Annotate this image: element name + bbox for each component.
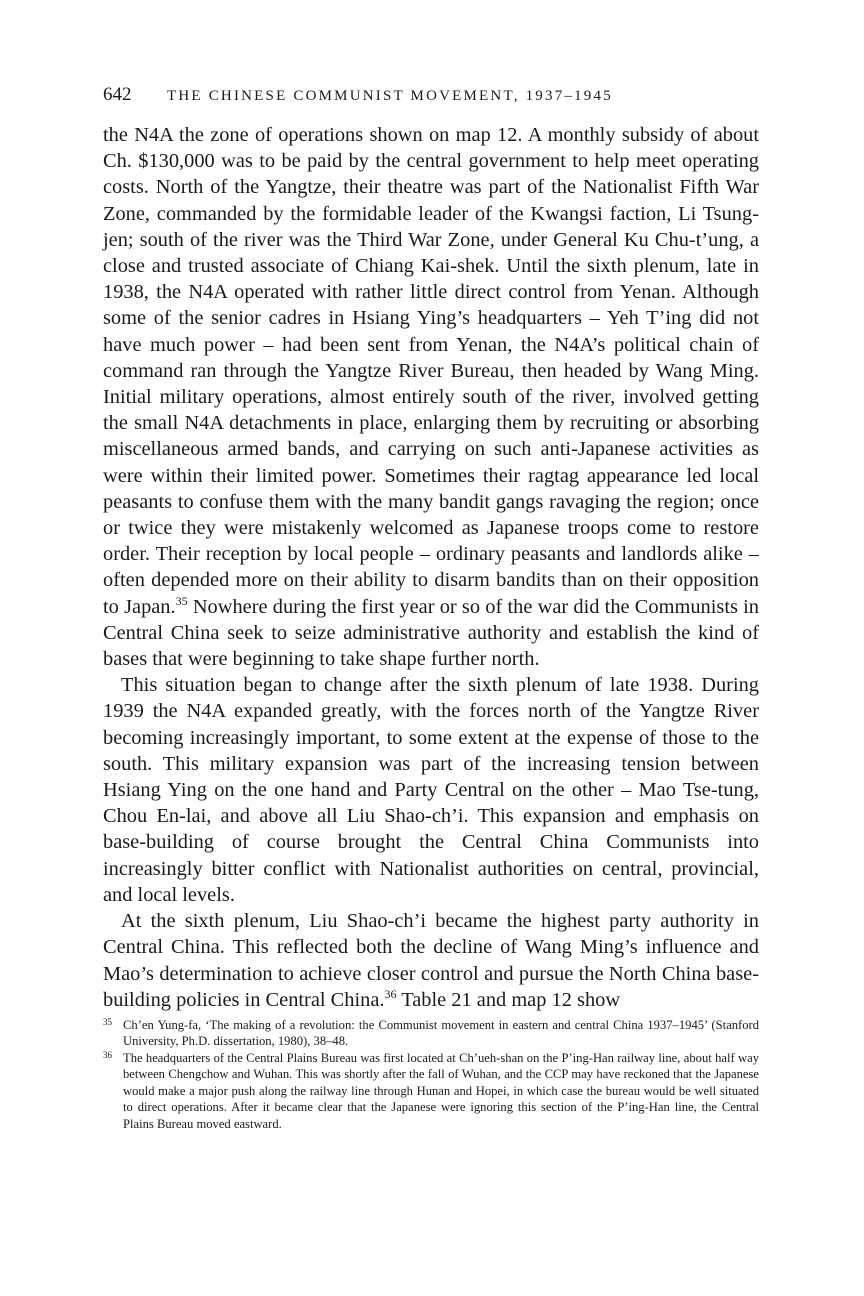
footnote-text: The headquarters of the Central Plains Bureau was first located at Ch’ueh-shan on the P’ing-Han railway line, about half way between Chengchow and Wuhan. This was shortly after the fall of Wuhan, and the CCP may have reckoned that the Japanese would make a major push along the railway line through Hunan and Hopei, in which case the bureau would be well situated to direct operations. After it became clear that the Japanese were ignoring this section of the P’ing-Han line, the Central Plains Bureau moved eastward. (123, 1050, 759, 1131)
paragraph-1-text-b: Nowhere during the first year or so of the war did the Communists in Central China seek to seize administrative authority and establish the kind of bases that were beginning to take shape further north. (103, 595, 759, 671)
paragraph-3 (103, 908, 759, 1013)
running-head (103, 84, 759, 114)
book-page (103, 84, 759, 1132)
footnote-36 (103, 1050, 759, 1133)
paragraph-1-text-a: the N4A the zone of operations shown on map 12. A monthly subsidy of about Ch. $130,000 was to be paid by the central government to help meet operating costs. North of the Yangtze, their theatre was part of the Nationalist Fifth War Zone, commanded by the formidable leader of the Kwangsi faction, Li Tsung-jen; south of the river was the Third War Zone, under General Ku Chu-t’ung, a close and trusted associate of Chiang Kai-shek. Until the sixth plenum, late in 1938, the N4A operated with rather little direct control from Yenan. Although some of the senior cadres in Hsiang Ying’s headquarters – Yeh T’ing did not have much power – had been sent from Yenan, the N4A’s political chain of command ran through the Yangtze River Bureau, then headed by Wang Ming. Initial military operations, almost entirely south of the river, involved getting the small N4A detachments in place, enlarging them by recruiting or absorbing miscellaneous armed bands, and carrying on such anti-Japanese activities as were within their limited power. Sometimes their ragtag appearance led local peasants to confuse them with the many bandit gangs ravaging the region; once or twice they were mistakenly welcomed as Japanese troops come to restore order. Their reception by local people – ordinary peasants and landlords alike – often depended more on their ability to disarm bandits than on their opposition to Japan. (103, 124, 759, 618)
paragraph-3-text-a: At the sixth plenum, Liu Shao-ch’i became the highest party authority in Central China. This reflected both the decline of Wang Ming’s influence and Mao’s determination to achieve closer control and pursue the North China base-building policies in Central China. (103, 910, 759, 1011)
running-head-title: THE CHINESE COMMUNIST MOVEMENT, 1937–1945 (167, 88, 613, 104)
footnote-number: 35 (103, 1016, 112, 1027)
footnote-ref-36: 36 (384, 986, 397, 1001)
footnote-ref-35: 35 (175, 593, 188, 608)
footnotes (103, 1017, 759, 1133)
footnote-35 (103, 1017, 759, 1050)
paragraph-2-text: This situation began to change after the sixth plenum of late 1938. During 1939 the N4A expanded greatly, with the forces north of the Yangtze River becoming increasingly important, to some extent at the expense of those to the south. This military expansion was part of the increasing tension between Hsiang Ying on the one hand and Party Central on the other – Mao Tse-tung, Chou En-lai, and above all Liu Shao-ch’i. This expansion and emphasis on base-building of course brought the Central China Communists into increasingly bitter conflict with Nationalist authorities on central, provincial, and local levels. (103, 674, 759, 906)
footnote-number: 36 (103, 1049, 112, 1060)
body-text (103, 122, 759, 1013)
footnote-text: Ch’en Yung-fa, ‘The making of a revolution: the Communist movement in eastern and central China 1937–1945’ (Stanford University, Ph.D. dissertation, 1980), 38–48. (123, 1017, 759, 1049)
paragraph-2 (103, 672, 759, 908)
page-number: 642 (103, 84, 132, 105)
paragraph-1 (103, 122, 759, 672)
paragraph-3-text-b: Table 21 and map 12 show (396, 988, 621, 1011)
